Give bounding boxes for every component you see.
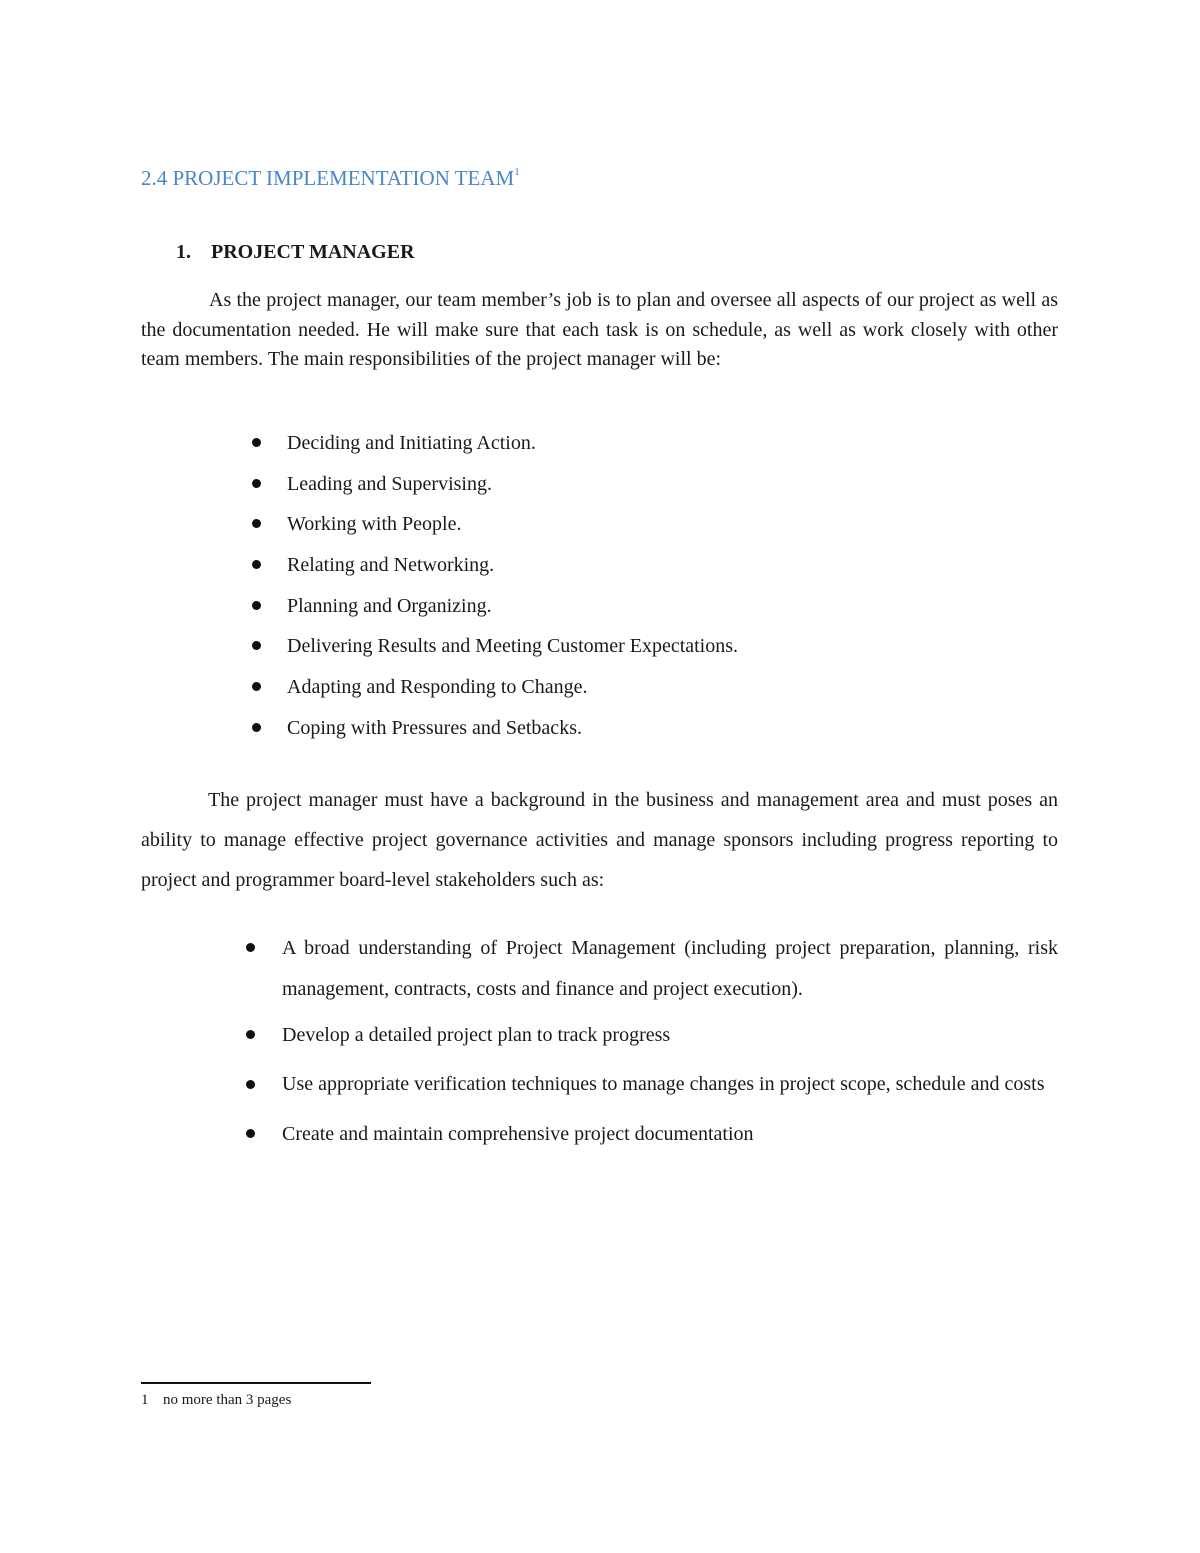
footnote-text: no more than 3 pages bbox=[163, 1392, 292, 1408]
bullet-icon bbox=[246, 1030, 255, 1039]
list-item bbox=[252, 428, 738, 469]
list-item bbox=[246, 1119, 1058, 1149]
bullet-icon bbox=[252, 438, 261, 447]
role-number: 1. bbox=[176, 241, 191, 263]
list-item-text: Working with People. bbox=[287, 513, 462, 536]
list-item-text: Delivering Results and Meeting Customer Expectations. bbox=[287, 635, 739, 658]
section-heading bbox=[141, 166, 520, 191]
list-item bbox=[252, 469, 738, 510]
list-item-text: Relating and Networking. bbox=[287, 554, 495, 577]
stakeholder-list bbox=[246, 928, 1058, 1149]
list-item-text: Deciding and Initiating Action. bbox=[287, 432, 536, 454]
list-item bbox=[246, 1020, 1058, 1050]
list-item-text: Develop a detailed project plan to track progress bbox=[282, 1024, 671, 1046]
background-paragraph: The project manager must have a background in the business and management area and must poses an ability to manage effective project governance activities and manage sponsors including progress reporting to project and programmer board-level stakeholders such as: bbox=[141, 789, 1058, 891]
bullet-icon bbox=[252, 682, 261, 691]
list-item bbox=[252, 713, 738, 754]
list-item bbox=[246, 928, 1058, 1010]
bullet-icon bbox=[252, 519, 261, 528]
bullet-icon bbox=[252, 723, 261, 732]
bullet-icon bbox=[246, 1080, 255, 1089]
role-heading bbox=[176, 241, 415, 264]
list-item-text: Planning and Organizing. bbox=[287, 594, 492, 617]
footnote-number: 1 bbox=[141, 1392, 149, 1408]
bullet-icon bbox=[252, 479, 261, 488]
list-item bbox=[252, 550, 738, 591]
list-item-text: Coping with Pressures and Setbacks. bbox=[287, 716, 582, 739]
responsibilities-list bbox=[252, 428, 738, 754]
list-item bbox=[252, 631, 738, 672]
footnote-divider bbox=[141, 1382, 371, 1384]
list-item-text: Adapting and Responding to Change. bbox=[287, 676, 588, 699]
bullet-icon bbox=[252, 601, 261, 610]
footnote bbox=[141, 1392, 291, 1409]
list-item bbox=[252, 509, 738, 550]
list-item-text: A broad understanding of Project Management (including project preparation, planning, risk management, contracts, costs and finance and project execution). bbox=[282, 937, 1058, 1000]
list-item bbox=[246, 1070, 1058, 1099]
bullet-icon bbox=[252, 560, 261, 569]
list-item-text: Create and maintain comprehensive project documentation bbox=[282, 1123, 754, 1145]
list-item-text: Leading and Supervising. bbox=[287, 472, 492, 495]
section-heading-text: 2.4 PROJECT IMPLEMENTATION TEAM bbox=[141, 166, 515, 190]
list-item bbox=[252, 591, 738, 632]
intro-paragraph: As the project manager, our team member’s job is to plan and oversee all aspects of our project as well as the documentation needed. He will make sure that each task is on schedule, as well as work closely with other team members. The main responsibilities of the project manager will be: bbox=[141, 289, 1058, 370]
list-item bbox=[252, 672, 738, 713]
list-item-text: Use appropriate verification techniques to manage changes in project scope, schedule and costs bbox=[282, 1073, 1045, 1095]
role-title: PROJECT MANAGER bbox=[211, 241, 415, 263]
bullet-icon bbox=[246, 1129, 255, 1138]
bullet-icon bbox=[246, 943, 255, 952]
footnote-reference[interactable]: 1 bbox=[514, 166, 520, 178]
bullet-icon bbox=[252, 641, 261, 650]
